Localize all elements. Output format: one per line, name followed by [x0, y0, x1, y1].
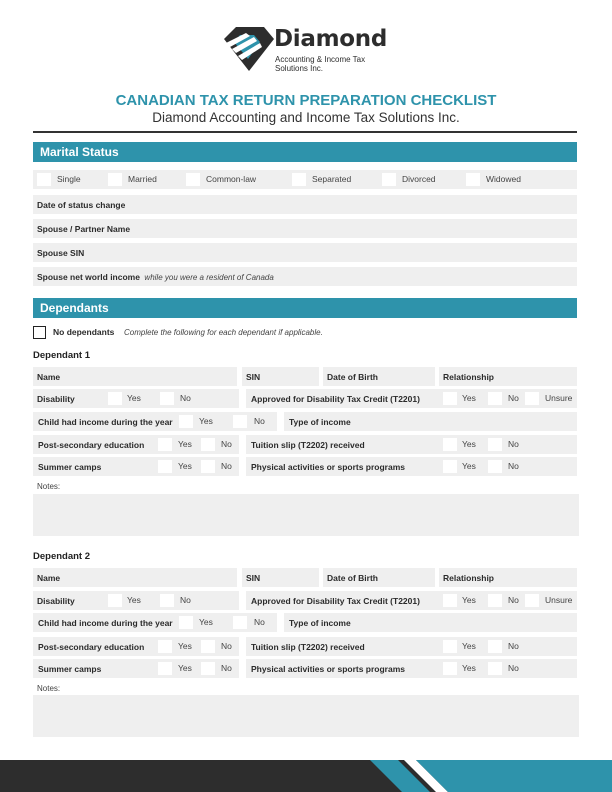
dependant-2-dtc-yes-checkbox[interactable]: [443, 594, 457, 607]
no-label: No: [508, 663, 519, 673]
post-secondary-label: Post-secondary education: [38, 440, 145, 450]
dependant-2-notes-field[interactable]: [33, 695, 579, 737]
dependant-1-physical-no-checkbox[interactable]: [488, 460, 502, 473]
dependant-2-physical-no-checkbox[interactable]: [488, 662, 502, 675]
no-label: No: [508, 439, 519, 449]
dependant-1-physical-yes-checkbox[interactable]: [443, 460, 457, 473]
name-label: Name: [37, 573, 61, 583]
dependant-1-dob-field[interactable]: [323, 367, 435, 386]
option-single-label: Single: [57, 174, 81, 184]
yes-label: Yes: [462, 393, 476, 403]
no-label: No: [508, 595, 519, 605]
dtc-label: Approved for Disability Tax Credit (T2201): [251, 394, 420, 404]
relationship-label: Relationship: [443, 573, 495, 583]
date-status-change-field[interactable]: [33, 195, 577, 214]
footer-band: [0, 760, 612, 792]
section-header-marital-status: Marital Status: [33, 142, 577, 162]
dependant-2-tuition-yes-checkbox[interactable]: [443, 640, 457, 653]
no-dependants-checkbox[interactable]: [33, 326, 46, 339]
spouse-name-field[interactable]: [33, 219, 577, 238]
yes-label: Yes: [178, 461, 192, 471]
physical-label: Physical activities or sports programs: [251, 462, 406, 472]
relationship-label: Relationship: [443, 372, 495, 382]
spouse-sin-label: Spouse SIN: [37, 248, 85, 258]
sin-label: SIN: [246, 573, 261, 583]
yes-label: Yes: [462, 663, 476, 673]
option-divorced-label: Divorced: [402, 174, 436, 184]
summer-camps-label: Summer camps: [38, 664, 102, 674]
dependant-2-post-secondary-yes-checkbox[interactable]: [158, 640, 172, 653]
no-label: No: [221, 641, 232, 651]
dependant-2-sin-field[interactable]: [242, 568, 319, 587]
date-status-change-label: Date of status change: [37, 200, 126, 210]
no-label: No: [221, 461, 232, 471]
checkbox-widowed[interactable]: [466, 173, 480, 186]
dependant-1-name-field[interactable]: [33, 367, 237, 386]
tuition-label: Tuition slip (T2202) received: [251, 642, 365, 652]
yes-label: Yes: [178, 439, 192, 449]
section-header-dependants: Dependants: [33, 298, 577, 318]
yes-label: Yes: [462, 461, 476, 471]
dependant-1-summer-camps-no-checkbox[interactable]: [201, 460, 215, 473]
no-label: No: [254, 416, 265, 426]
notes-label: Notes:: [37, 684, 61, 693]
no-label: No: [508, 641, 519, 651]
dependant-1-physical-row: [246, 457, 577, 476]
dependant-1-disability-yes-checkbox[interactable]: [108, 392, 122, 405]
dependant-2-summer-camps-no-checkbox[interactable]: [201, 662, 215, 675]
disability-label: Disability: [37, 394, 75, 404]
dependant-1-tuition-yes-checkbox[interactable]: [443, 438, 457, 451]
yes-label: Yes: [127, 393, 141, 403]
dependant-1-notes-field[interactable]: [33, 494, 579, 536]
dependant-1-post-secondary-no-checkbox[interactable]: [201, 438, 215, 451]
yes-label: Yes: [199, 416, 213, 426]
dependant-2-post-secondary-no-checkbox[interactable]: [201, 640, 215, 653]
no-label: No: [221, 439, 232, 449]
dependant-2-name-field[interactable]: [33, 568, 237, 587]
unsure-label: Unsure: [545, 393, 573, 403]
yes-label: Yes: [178, 663, 192, 673]
option-married-label: Married: [128, 174, 157, 184]
checkbox-common-law[interactable]: [186, 173, 200, 186]
yes-label: Yes: [199, 617, 213, 627]
no-label: No: [221, 663, 232, 673]
checkbox-separated[interactable]: [292, 173, 306, 186]
no-dependants-label: No dependants: [53, 327, 115, 337]
spouse-net-income-label: Spouse net world income: [37, 272, 140, 282]
page-title: CANADIAN TAX RETURN PREPARATION CHECKLIST: [115, 92, 497, 109]
summer-camps-label: Summer camps: [38, 462, 102, 472]
dependant-2-dtc-no-checkbox[interactable]: [488, 594, 502, 607]
no-label: No: [180, 393, 191, 403]
dependant-2-child-income-no-checkbox[interactable]: [233, 616, 247, 629]
type-income-label: Type of income: [289, 618, 351, 628]
dependant-2-tuition-no-checkbox[interactable]: [488, 640, 502, 653]
dtc-label: Approved for Disability Tax Credit (T2201): [251, 596, 420, 606]
dependant-1-dtc-yes-checkbox[interactable]: [443, 392, 457, 405]
dependant-2-child-income-yes-checkbox[interactable]: [179, 616, 193, 629]
yes-label: Yes: [178, 641, 192, 651]
dependant-1-child-income-yes-checkbox[interactable]: [179, 415, 193, 428]
checkbox-single[interactable]: [37, 173, 51, 186]
dependant-1-disability-no-checkbox[interactable]: [160, 392, 174, 405]
dependant-2-dob-field[interactable]: [323, 568, 435, 587]
dependant-2-title: Dependant 2: [33, 551, 91, 562]
checkbox-divorced[interactable]: [382, 173, 396, 186]
dependant-1-relationship-field[interactable]: [439, 367, 577, 386]
logo-name: Diamond: [274, 26, 388, 52]
dependant-2-physical-yes-checkbox[interactable]: [443, 662, 457, 675]
spouse-net-income-note: while you were a resident of Canada: [144, 273, 274, 282]
dependant-2-summer-camps-yes-checkbox[interactable]: [158, 662, 172, 675]
logo-tagline-1: Accounting & Income Tax: [275, 55, 366, 64]
yes-label: Yes: [127, 595, 141, 605]
option-widowed-label: Widowed: [486, 174, 521, 184]
no-label: No: [508, 393, 519, 403]
post-secondary-label: Post-secondary education: [38, 642, 145, 652]
dependant-1-dtc-unsure-checkbox[interactable]: [525, 392, 539, 405]
diamond-logo-icon: [224, 27, 274, 73]
dependant-1-child-income-no-checkbox[interactable]: [233, 415, 247, 428]
dependant-2-physical-row: [246, 659, 577, 678]
dob-label: Date of Birth: [327, 573, 378, 583]
no-label: No: [180, 595, 191, 605]
spouse-name-label: Spouse / Partner Name: [37, 224, 131, 234]
tuition-label: Tuition slip (T2202) received: [251, 440, 365, 450]
page-subtitle: Diamond Accounting and Income Tax Solutions Inc.: [152, 110, 460, 125]
dependant-1-summer-camps-yes-checkbox[interactable]: [158, 460, 172, 473]
spouse-sin-field[interactable]: [33, 243, 577, 262]
disability-label: Disability: [37, 596, 75, 606]
sin-label: SIN: [246, 372, 261, 382]
child-income-label: Child had income during the year: [38, 417, 173, 427]
logo-tagline-2: Solutions Inc.: [275, 64, 324, 73]
dependant-1-type-income-field[interactable]: [284, 412, 577, 431]
name-label: Name: [37, 372, 61, 382]
yes-label: Yes: [462, 641, 476, 651]
option-common-law-label: Common-law: [206, 174, 257, 184]
dependant-1-tuition-no-checkbox[interactable]: [488, 438, 502, 451]
checkbox-married[interactable]: [108, 173, 122, 186]
dependant-1-tuition-row: [246, 435, 577, 454]
dependant-2-tuition-row: [246, 637, 577, 656]
dependant-2-disability-yes-checkbox[interactable]: [108, 594, 122, 607]
notes-label: Notes:: [37, 482, 61, 491]
dependant-1-dtc-no-checkbox[interactable]: [488, 392, 502, 405]
dependant-1-title: Dependant 1: [33, 350, 91, 361]
yes-label: Yes: [462, 439, 476, 449]
physical-label: Physical activities or sports programs: [251, 664, 406, 674]
dependant-2-relationship-field[interactable]: [439, 568, 577, 587]
dob-label: Date of Birth: [327, 372, 378, 382]
dependant-2-dtc-unsure-checkbox[interactable]: [525, 594, 539, 607]
dependant-2-disability-no-checkbox[interactable]: [160, 594, 174, 607]
child-income-label: Child had income during the year: [38, 618, 173, 628]
dependant-1-sin-field[interactable]: [242, 367, 319, 386]
title-divider: [33, 131, 577, 133]
no-label: No: [508, 461, 519, 471]
dependant-1-post-secondary-yes-checkbox[interactable]: [158, 438, 172, 451]
dependant-2-type-income-field[interactable]: [284, 613, 577, 632]
option-separated-label: Separated: [312, 174, 352, 184]
unsure-label: Unsure: [545, 595, 573, 605]
no-label: No: [254, 617, 265, 627]
no-dependants-note: Complete the following for each dependant if applicable.: [124, 328, 323, 337]
yes-label: Yes: [462, 595, 476, 605]
spouse-net-income-field[interactable]: [33, 267, 577, 286]
type-income-label: Type of income: [289, 417, 351, 427]
